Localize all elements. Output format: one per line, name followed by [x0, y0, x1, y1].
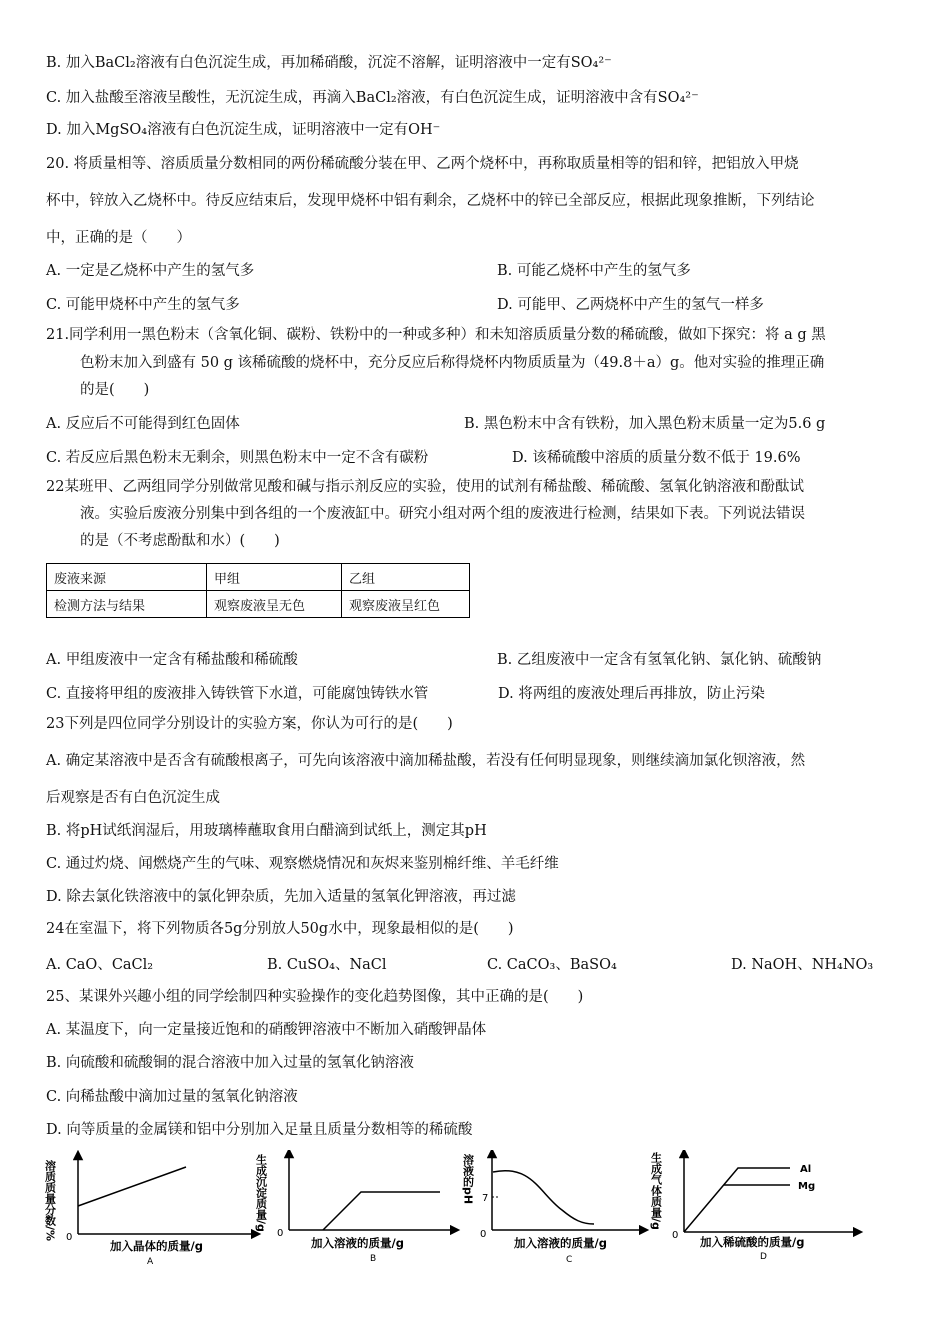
- q23-option-a-line2: 后观察是否有白色沉淀生成: [46, 790, 220, 806]
- q23-option-a-line1: A. 确定某溶液中是否含有硫酸根离子，可先向该溶液中滴加稀盐酸，若没有任何明显现象，则继续滴加氯化钡溶液，然: [46, 753, 806, 769]
- graph-a-curve: [78, 1167, 186, 1206]
- table-row: [47, 564, 470, 591]
- graph-a: [44, 1150, 269, 1275]
- q22-stem-line3: 的是（不考虑酚酞和水）( ): [80, 533, 280, 549]
- graph-d-xlabel: 加入稀硫酸的质量/g: [700, 1235, 805, 1249]
- q21-stem-line2: 色粉末加入到盛有 50 g 该稀硫酸的烧杯中，充分反应后称得烧杯内物质质量为（49.8＋a）g。他对实验的推理正确: [80, 355, 825, 371]
- q24-option-c: C. CaCO₃、BaSO₄: [487, 957, 617, 973]
- table-header-source: 废液来源: [47, 564, 207, 591]
- graph-b-caption: B: [370, 1254, 377, 1264]
- q23-option-d: D. 除去氯化铁溶液中的氯化钾杂质，先加入适量的氢氧化钾溶液，再过滤: [46, 889, 516, 905]
- q21-option-b: B. 黑色粉末中含有铁粉，加入黑色粉末质量一定为5.6 g: [464, 416, 826, 432]
- graph-c-xlabel: 加入溶液的质量/g: [514, 1236, 607, 1250]
- graph-c-caption: C: [566, 1255, 573, 1265]
- q21-stem-line1: 21.同学利用一黑色粉末（含氧化铜、碳粉、铁粉中的一种或多种）和未知溶质质量分数的稀硫酸，做如下探究：将 a g 黑: [46, 327, 826, 343]
- q22-stem-line1: 22某班甲、乙两组同学分别做常见酸和碱与指示剂反应的实验，使用的试剂有稀盐酸、稀硫酸、氢氧化钠溶液和酚酞试: [46, 479, 804, 495]
- q25-option-c: C. 向稀盐酸中滴加过量的氢氧化钠溶液: [46, 1089, 298, 1105]
- graph-d-curve-al: [684, 1168, 790, 1232]
- q21-option-d: D. 该稀硫酸中溶质的质量分数不低于 19.6%: [512, 450, 801, 466]
- table-cell-group-b-result: 观察废液呈红色: [342, 591, 470, 618]
- q21-stem-line3: 的是( ): [80, 382, 150, 398]
- q21-options-row1: [46, 414, 826, 434]
- table-row: [47, 591, 470, 618]
- q22-option-c: C. 直接将甲组的废液排入铸铁管下水道，可能腐蚀铸铁水管: [46, 686, 429, 702]
- q25-option-d: D. 向等质量的金属镁和铝中分别加入足量且质量分数相等的稀硫酸: [46, 1122, 473, 1138]
- q20-option-a: A. 一定是乙烧杯中产生的氢气多: [46, 263, 255, 279]
- q22-stem-line2: 液。实验后废液分别集中到各组的一个废液缸中。研究小组对两个组的废液进行检测，结果如下表。下列说法错误: [80, 506, 805, 522]
- graph-a-origin: 0: [66, 1232, 73, 1243]
- q24-option-b: B. CuSO₄、NaCl: [267, 957, 387, 973]
- table-header-group-a: 甲组: [207, 564, 342, 591]
- table-header-group-b: 乙组: [342, 564, 470, 591]
- graph-a-ylabel: 溶质质量分数/%: [44, 1160, 57, 1242]
- q22-result-table: [46, 563, 470, 618]
- graph-b-ylabel: 生成沉淀质量/g: [255, 1154, 268, 1232]
- q20-options-row1: [46, 261, 691, 281]
- q24-options-row: [46, 955, 874, 975]
- graph-a-caption: A: [147, 1257, 154, 1267]
- q20-stem-line1: 20. 将质量相等、溶质质量分数相同的两份稀硫酸分装在甲、乙两个烧杯中，再称取质量相等的铝和锌，把铝放入甲烧: [46, 156, 799, 172]
- q22-option-a: A. 甲组废液中一定含有稀盐酸和稀硫酸: [46, 652, 298, 668]
- q25-option-b: B. 向硫酸和硫酸铜的混合溶液中加入过量的氢氧化钠溶液: [46, 1055, 414, 1071]
- graph-c-ylabel: 溶液的pH: [462, 1154, 475, 1205]
- graph-d-caption: D: [760, 1252, 767, 1262]
- q23-option-c: C. 通过灼烧、闻燃烧产生的气味、观察燃烧情况和灰烬来鉴别棉纤维、羊毛纤维: [46, 856, 559, 872]
- q23-stem: 23下列是四位同学分别设计的实验方案，你认为可行的是( ): [46, 716, 453, 732]
- graph-d-label-al: Al: [800, 1164, 812, 1175]
- q21-options-row2: [46, 448, 801, 468]
- graph-b-origin: 0: [277, 1228, 284, 1239]
- graph-a-xlabel: 加入晶体的质量/g: [110, 1239, 203, 1253]
- graph-b: [255, 1150, 470, 1275]
- q19-option-b: B. 加入BaCl₂溶液有白色沉淀生成，再加稀硝酸，沉淀不溶解，证明溶液中一定有SO₄²⁻: [46, 55, 612, 71]
- q22-options-row2: [46, 684, 765, 704]
- q22-option-b: B. 乙组废液中一定含有氢氧化钠、氯化钠、硫酸钠: [497, 652, 822, 668]
- q22-option-d: D. 将两组的废液处理后再排放，防止污染: [498, 686, 765, 702]
- q20-option-b: B. 可能乙烧杯中产生的氢气多: [497, 263, 691, 279]
- q25-stem: 25、某课外兴趣小组的同学绘制四种实验操作的变化趋势图像，其中正确的是( ): [46, 989, 584, 1005]
- graph-d-origin: 0: [672, 1230, 679, 1241]
- graph-d-label-mg: Mg: [798, 1181, 816, 1192]
- q21-option-c: C. 若反应后黑色粉末无剩余，则黑色粉末中一定不含有碳粉: [46, 450, 429, 466]
- q19-option-c: C. 加入盐酸至溶液呈酸性，无沉淀生成，再滴入BaCl₂溶液，有白色沉淀生成，证明溶液中含有SO₄²⁻: [46, 90, 699, 106]
- q20-option-c: C. 可能甲烧杯中产生的氢气多: [46, 297, 240, 313]
- q20-stem-line3: 中，正确的是（ ）: [46, 230, 191, 246]
- q24-option-a: A. CaO、CaCl₂: [46, 957, 154, 973]
- q19-option-d: D. 加入MgSO₄溶液有白色沉淀生成，证明溶液中一定有OH⁻: [46, 122, 441, 138]
- q22-options-row1: [46, 650, 822, 670]
- graph-d-ylabel: 生成气体质量/g: [650, 1152, 663, 1230]
- table-cell-group-a-result: 观察废液呈无色: [207, 591, 342, 618]
- graph-b-curve: [323, 1192, 440, 1230]
- q24-option-d: D. NaOH、NH₄NO₃: [731, 957, 874, 973]
- q23-option-b: B. 将pH试纸润湿后，用玻璃棒蘸取食用白醋滴到试纸上，测定其pH: [46, 823, 487, 839]
- q20-stem-line2: 杯中，锌放入乙烧杯中。待反应结束后，发现甲烧杯中铝有剩余，乙烧杯中的锌已全部反应，根据此现象推断，下列结论: [46, 193, 815, 209]
- graph-b-xlabel: 加入溶液的质量/g: [311, 1236, 404, 1250]
- q21-option-a: A. 反应后不可能得到红色固体: [46, 416, 240, 432]
- q24-stem: 24在室温下，将下列物质各5g分别放人50g水中，现象最相似的是( ): [46, 921, 514, 937]
- graph-c-tick-7: 7: [482, 1193, 489, 1204]
- graph-d: [650, 1150, 870, 1275]
- q25-option-a: A. 某温度下，向一定量接近饱和的硝酸钾溶液中不断加入硝酸钾晶体: [46, 1022, 487, 1038]
- graph-c-curve: [493, 1171, 594, 1224]
- table-cell-method: 检测方法与结果: [47, 591, 207, 618]
- q20-options-row2: [46, 295, 764, 315]
- graph-c: [462, 1150, 657, 1275]
- graph-c-origin: 0: [480, 1229, 487, 1240]
- q20-option-d: D. 可能甲、乙两烧杯中产生的氢气一样多: [497, 297, 764, 313]
